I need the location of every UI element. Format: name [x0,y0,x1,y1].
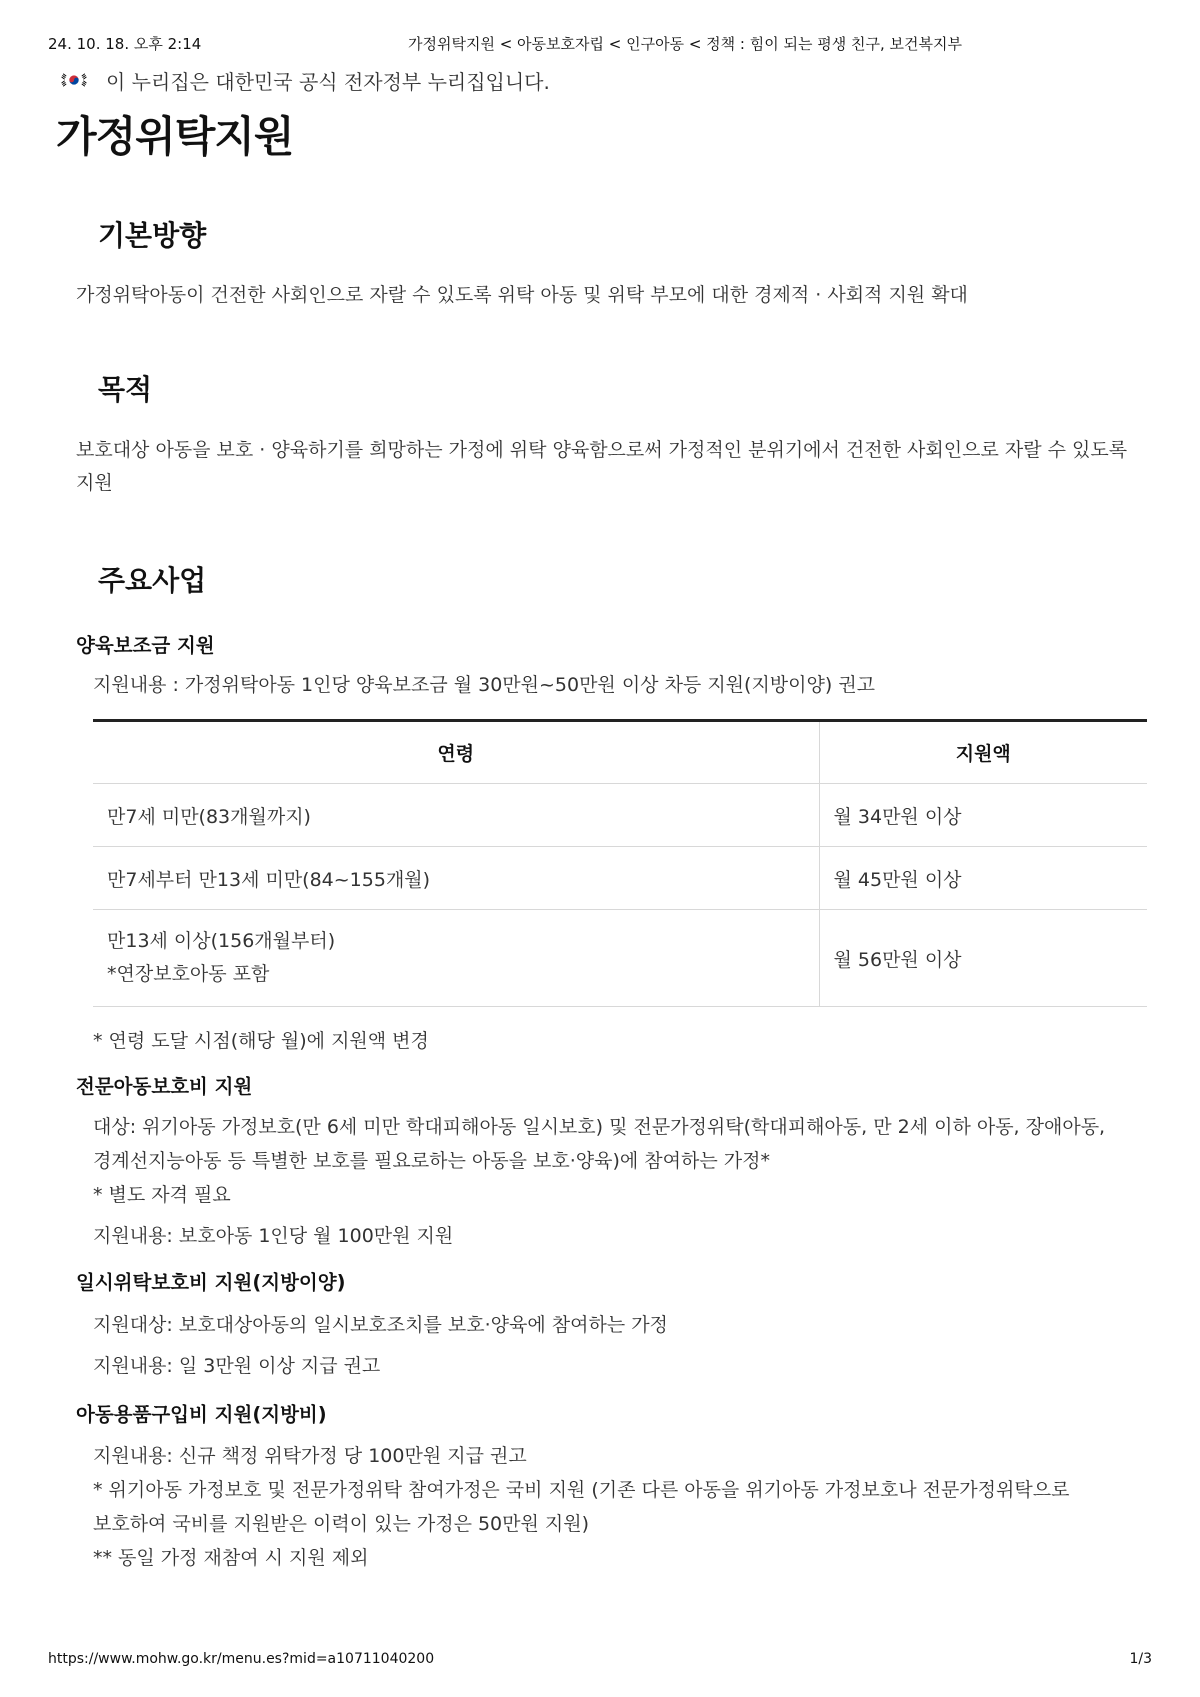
allowance-title: 양육보조금 지원 [76,634,215,657]
supplies-note-line-2: 보호하여 국비를 지원받은 이력이 있는 가정은 50만원 지원) [93,1513,590,1535]
temporary-title: 일시위탁보호비 지원(지방이양) [76,1271,346,1294]
print-doc-title: 가정위탁지원 < 아동보호자립 < 인구아동 < 정책 : 힘이 되는 평생 친구, 보건복지부 [408,35,962,53]
gov-notice-banner [60,66,550,94]
purpose-body: 보호대상 아동을 보호 · 양육하기를 희망하는 가정에 위탁 양육함으로써 가정적인 분위기에서 건전한 사회인으로 자랄 수 있도록 지원 [76,439,1128,494]
gov-notice-text: 이 누리집은 대한민국 공식 전자정부 누리집입니다. [106,69,550,94]
table-row [93,910,1147,1007]
temporary-content: 지원내용: 일 3만원 이상 지급 권고 [93,1355,381,1377]
page-number: 1/3 [1129,1651,1152,1667]
table-cell-amount: 월 45만원 이상 [819,847,1147,910]
table-cell-age [93,910,819,1007]
supplies-note-line-1: * 위기아동 가정보호 및 전문가정위탁 참여가정은 국비 지원 (기존 다른 아동을 위기아동 가정보호나 전문가정위탁으로 [93,1479,1070,1501]
section-heading-purpose: 목적 [98,373,153,406]
specialist-note: * 별도 자격 필요 [93,1184,231,1206]
specialist-title: 전문아동보호비 지원 [76,1075,253,1098]
direction-body: 가정위탁아동이 건전한 사회인으로 자랄 수 있도록 위탁 아동 및 위탁 부모에 대한 경제적 · 사회적 지원 확대 [76,284,968,306]
supplies-title: 아동용품구입비 지원(지방비) [76,1403,327,1426]
allowance-note: * 연령 도달 시점(해당 월)에 지원액 변경 [93,1030,429,1052]
table-header-age: 연령 [93,721,819,784]
section-heading-direction: 기본방향 [98,219,207,252]
print-date: 24. 10. 18. 오후 2:14 [48,35,202,53]
table-cell-age-text: 만13세 이상(156개월부터) [107,930,336,952]
page-title: 가정위탁지원 [56,112,294,161]
allowance-table [93,719,1147,1007]
allowance-content: 지원내용 : 가정위탁아동 1인당 양육보조금 월 30만원~50만원 이상 차등 지원(지방이양) 권고 [93,674,876,696]
table-row [93,784,1147,847]
section-heading-programs: 주요사업 [98,564,207,597]
table-header-row [93,721,1147,784]
temporary-target: 지원대상: 보호대상아동의 일시보호조치를 보호·양육에 참여하는 가정 [93,1314,668,1336]
table-row [93,847,1147,910]
table-cell-age: 만7세부터 만13세 미만(84~155개월) [93,847,819,910]
table-cell-amount: 월 34만원 이상 [819,784,1147,847]
supplies-content: 지원내용: 신규 책정 위탁가정 당 100만원 지급 권고 [93,1445,527,1467]
page-url: https://www.mohw.go.kr/menu.es?mid=a10711040200 [48,1651,435,1667]
table-cell-amount: 월 56만원 이상 [819,910,1147,1007]
specialist-target-line-1: 대상: 위기아동 가정보호(만 6세 미만 학대피해아동 일시보호) 및 전문가정위탁(학대피해아동, 만 2세 이하 아동, 장애아동, [93,1116,1106,1138]
table-cell-age-note: *연장보호아동 포함 [107,963,270,985]
specialist-target-line-2: 경계선지능아동 등 특별한 보호를 필요로하는 아동을 보호·양육)에 참여하는 가정* [93,1150,770,1172]
table-cell-age: 만7세 미만(83개월까지) [93,784,819,847]
table-header-amount: 지원액 [819,721,1147,784]
supplies-note-line-3: ** 동일 가정 재참여 시 지원 제외 [93,1547,369,1569]
print-header [48,33,1152,53]
korea-flag-icon [60,70,88,90]
specialist-content: 지원내용: 보호아동 1인당 월 100만원 지원 [93,1225,454,1247]
